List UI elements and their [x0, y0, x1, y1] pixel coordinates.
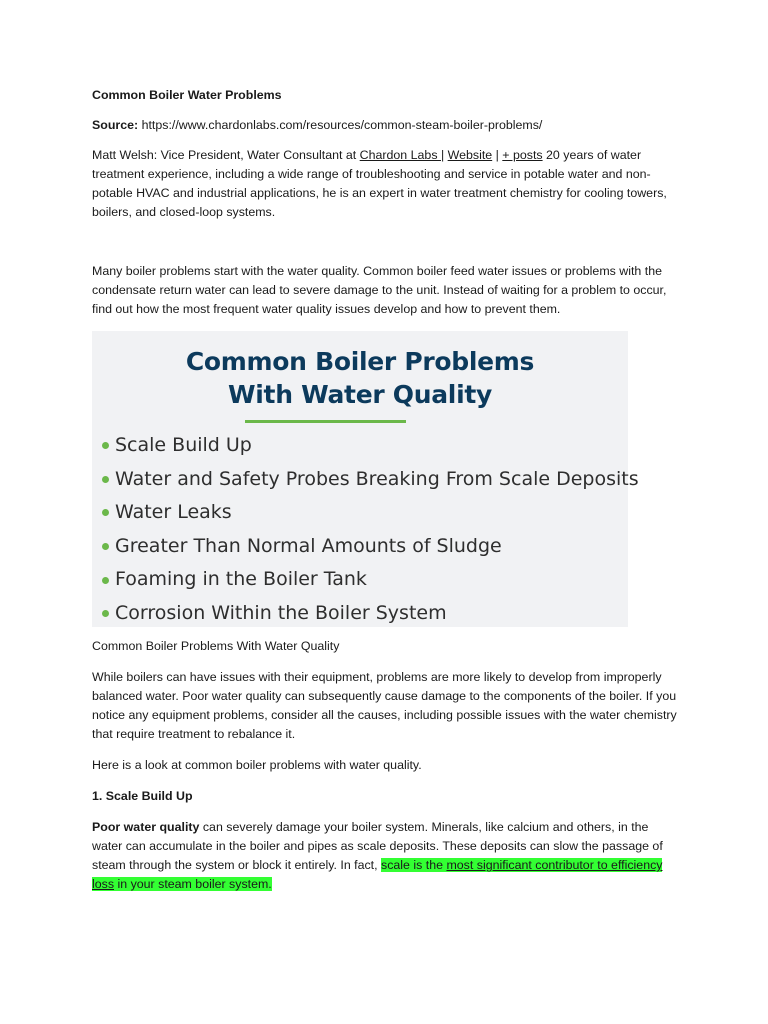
author-separator: |	[492, 148, 503, 162]
infographic-item-text: Foaming in the Boiler Tank	[115, 568, 367, 591]
bullet-dot-icon	[102, 476, 109, 483]
infographic-list	[102, 429, 639, 631]
document-title: Common Boiler Water Problems	[92, 88, 282, 102]
bullet-dot-icon	[102, 577, 109, 584]
infographic-title-line2: With Water Quality	[228, 380, 492, 409]
infographic-image	[92, 331, 639, 627]
infographic-list-item	[102, 563, 639, 597]
infographic-title	[92, 345, 628, 411]
source-url[interactable]: https://www.chardonlabs.com/resources/common-steam-boiler-problems/	[138, 118, 543, 132]
highlighted-text: in your steam boiler system.	[114, 877, 272, 891]
bullet-dot-icon	[102, 442, 109, 449]
author-bio-text: 20 years of water treatment experience, including a wide range of troubleshooting and service in potable water and non-potable HVAC and industrial applications, he is an expert in water treatment chemistry for cooling towers, boilers, and closed-loop systems.	[92, 148, 667, 219]
infographic-list-item	[102, 597, 639, 631]
highlighted-text: scale is the	[381, 858, 447, 872]
body-paragraph: While boilers can have issues with their equipment, problems are more likely to develop from improperly balanced water. Poor water quality can subsequently cause damage to the components of the boiler. If you notice any equipment problems, consider all the causes, including possible issues with the water chemistry that require treatment to rebalance it.	[92, 670, 677, 741]
posts-link[interactable]: + posts	[502, 148, 543, 162]
infographic-list-item	[102, 463, 639, 497]
infographic-item-text: Water and Safety Probes Breaking From Scale Deposits	[115, 467, 639, 490]
infographic-item-text: Water Leaks	[115, 501, 232, 524]
bullet-dot-icon	[102, 543, 109, 550]
infographic-title-line1: Common Boiler Problems	[185, 347, 535, 376]
infographic-item-text: Greater Than Normal Amounts of Sludge	[115, 534, 502, 557]
website-link[interactable]: Website	[447, 148, 493, 162]
author-separator: |	[440, 148, 448, 162]
highlighted-link[interactable]: most significant contributor to efficiency loss	[92, 858, 663, 891]
infographic-list-item	[102, 530, 639, 564]
paragraph-text: can severely damage your boiler system. Minerals, like calcium and others, in the water can accumulate in the boiler and pipes as scale deposits. These deposits can slow the passage of steam through the system or block it entirely. In fact,	[92, 820, 663, 872]
section-heading: 1. Scale Build Up	[92, 789, 193, 803]
body-paragraph: Here is a look at common boiler problems with water quality.	[92, 758, 422, 772]
source-label: Source:	[92, 118, 139, 132]
infographic-list-item	[102, 496, 639, 530]
source-line	[92, 116, 682, 135]
bold-phrase: Poor water quality	[92, 820, 200, 834]
infographic-list-item	[102, 429, 639, 463]
author-prefix: Matt Welsh: Vice President, Water Consultant at	[92, 148, 360, 162]
author-bio	[92, 146, 682, 222]
bullet-dot-icon	[102, 509, 109, 516]
company-link[interactable]: Chardon Labs	[359, 148, 441, 162]
infographic-item-text: Scale Build Up	[115, 434, 252, 456]
bullet-dot-icon	[102, 610, 109, 617]
figure-caption: Common Boiler Problems With Water Quality	[92, 639, 340, 653]
intro-paragraph: Many boiler problems start with the water quality. Common boiler feed water issues or problems with the condensate return water can lead to severe damage to the unit. Instead of waiting for a problem to occur, find out how the most frequent water quality issues develop and how to prevent them.	[92, 264, 667, 316]
infographic-item-text: Corrosion Within the Boiler System	[115, 601, 447, 624]
body-paragraph	[92, 818, 682, 894]
infographic-divider	[245, 420, 406, 423]
document-page	[92, 86, 682, 894]
